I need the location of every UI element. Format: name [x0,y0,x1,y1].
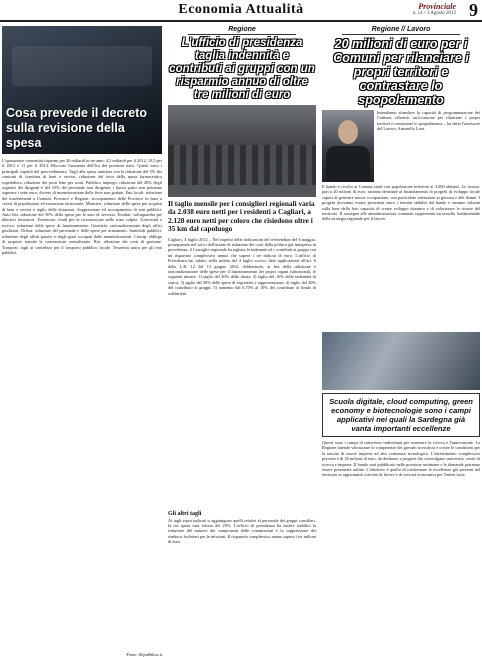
issue-date: n. 14 - 1 Agosto 2012 [412,11,456,16]
middle-body-text: Cagliari, 4 luglio 2012 – Nel rispetto delle indicazioni del referendum del 6 maggio, proseguendo nel solco dell'azione di riduzione dei costi della politica già intrapresa in precedenza, il Consiglio regionale ha tagliato le indennità ed i contributi ai gruppi con un risparmio complessivo annuo che supera i tre milioni di euro. L'ufficio di Presidenza ha, infatti, nella seduta del 4 luglio scorso, dato applicazione all'art. 6 della L.R. 12 del 13 giugno 2012, deliberando, ai fini della riduzione e razionalizzazione delle spese per il funzionamento dei propri organi istituzionali, le seguenti misure: 1) taglio del 20% della diaria; 2) taglio del 10% delle indennità di carica; 3) taglio del 30% delle spese di segreteria e rappresentanza; 4) taglio del 20% del contributo ai gruppi; 5) aumento dal 6,70% al 10% del contributo al fondo di solidarietà. [168,236,316,296]
right-section-tag: Regione // Lavoro [342,26,460,35]
left-headline: Cosa prevede il decreto sulla revisione della spesa [6,106,148,150]
left-article-photo [2,26,162,154]
middle-body-text-2: Ai tagli sopra indicati si aggiungono quelli relativi al personale dei gruppi consiliari, la cui spesa sarà ridotta del 20%. L'ufficio di presidenza ha inoltre stabilito la riduzione del numero dei componenti delle commissioni e la soppressione dei rimborsi forfettari per le missioni. Il risparmio complessivo annuo supera i tre milioni di euro. [168,517,316,545]
middle-standfirst: Il taglio mensile per i consiglieri regionali varia da 2.038 euro netti per i residenti a Cagliari, a 2.128 euro netti per coloro che risiedono oltre i 35 km dal capoluogo [168,199,315,234]
middle-article [168,26,316,657]
portrait-face [338,120,358,144]
right-article-photo [322,332,480,390]
pull-quote: Scuola digitale, cloud computing, green economy e biotecnologie sono i campi applicativi nei quali la Sardegna già vanta importanti eccellenze [322,393,480,437]
masthead-logo: Provinciale [418,2,456,11]
right-body-text-c: Questi sono i campi di intervento individuati per sostenere la ricerca e l'innovazione. La Regione intende valorizzare le competenze dei giovani ricercatori e creare le condizioni per la nascita di nuove imprese ad alto contenuto tecnologico. L'investimento complessivo previsto è di 20 milioni di euro, da destinare a progetti che coinvolgano università, centri di ricerca e imprese. Il bando sarà pubblicato nelle prossime settimane e le domande potranno essere presentate online. L'obiettivo è quello di trasformare le eccellenze già presenti nel territorio in opportunità concrete di lavoro e di crescita economica per l'intera isola. [322,440,480,478]
right-headline: 20 milioni di euro per i Comuni per rilanciare i propri territori e contrastare lo spopolamento [322,37,480,107]
right-article [322,26,480,645]
page-header [0,0,482,22]
assessore-portrait [322,110,374,182]
middle-section-tag: Regione [188,26,296,35]
right-body-text-b: Il bando è rivolto ai Comuni sardi con popolazione inferiore ai 3.000 abitanti. Le risorse, pari a 20 milioni di euro, saranno destinate al finanziamento di progetti di sviluppo locale capaci di generare nuova occupazione, con particolare attenzione ai giovani e alle donne. I progetti dovranno essere presentati entro i termini stabiliti dal bando e saranno valutati sulla base della loro capacità di creare sviluppo duraturo e di valorizzare le risorse del territorio. Il sostegno alle amministrazioni comunali rappresenta un tassello fondamentale della strategia regionale per il lavoro. [322,184,480,222]
right-body-text-a: Intendiamo stimolare la capacità di programmazione dei Comuni, offrendo un'occasione per rilanciare i propri territori e contrastare lo spopolamento – ha detto l'assessore del Lavoro, Antonello Liori. [377,110,480,132]
middle-subhead: Gli altri tagli [168,510,202,517]
middle-headline: L'ufficio di presidenza taglia indennità e contributi ai gruppi con un risparmio annuo di oltre tre milioni di euro [169,37,315,101]
portrait-suit [326,146,370,182]
section-title: Economia Attualità [178,2,304,17]
left-source: Fonte: Repubblica.it [126,652,162,657]
photo-detail [168,145,316,185]
left-body-text: L'operazione consentirà risparmi per 26 miliardi in tre anni: 4,5 miliardi per il 2012, 10,5 per il 2013 e 11 per il 2014. Bloccato l'aumento dell'Iva dei prossimi mesi. Questi sono i principali capitoli del provvedimento. Tagli alla spesa sanitaria con la riduzione del 5% dei contratti di fornitura di beni e servizi, riduzione del tetto della spesa farmaceutica ospedaliera, riduzione dei posti letto per acuti. Pubblico impiego: riduzione del 20% degli organici dei dirigenti e del 10% del personale non dirigente; i buoni pasto non potranno superare i sette euro; divieto di monetizzazione delle ferie non godute. Enti locali: riduzione dei trasferimenti a Comuni, Province e Regioni; accorpamento delle Province in base a criteri di popolazione ed estensione territoriale. Ministeri: riduzione delle spese per acquisti di beni e servizi e taglio delle dotazioni. Soppressione ed accorpamento di enti pubblici. Auto blu: riduzione del 50% della spesa per le auto di servizio. Esodati: salvaguardia per ulteriori lavoratori. Terremoto: fondi per la ricostruzione nelle zone colpite. Università e ricerca: riduzione delle spese di funzionamento. Giustizia: razionalizzazione degli uffici giudiziari. Difesa: riduzione del personale e delle spese per armamenti. Immobili pubblici: riduzione degli affitti passivi e degli spazi occupati dalle amministrazioni. Consip: obbligo di acquisto tramite le convenzioni centralizzate. Rai: riduzione dei costi di gestione. Trasporti: tagli ai contributi per il trasporto pubblico locale. Tesoreria unica per gli enti pubblici. [2,158,162,255]
photo-detail [12,46,152,86]
page-number: 9 [469,0,478,20]
council-chamber-photo [168,105,316,197]
right-body [322,110,480,330]
